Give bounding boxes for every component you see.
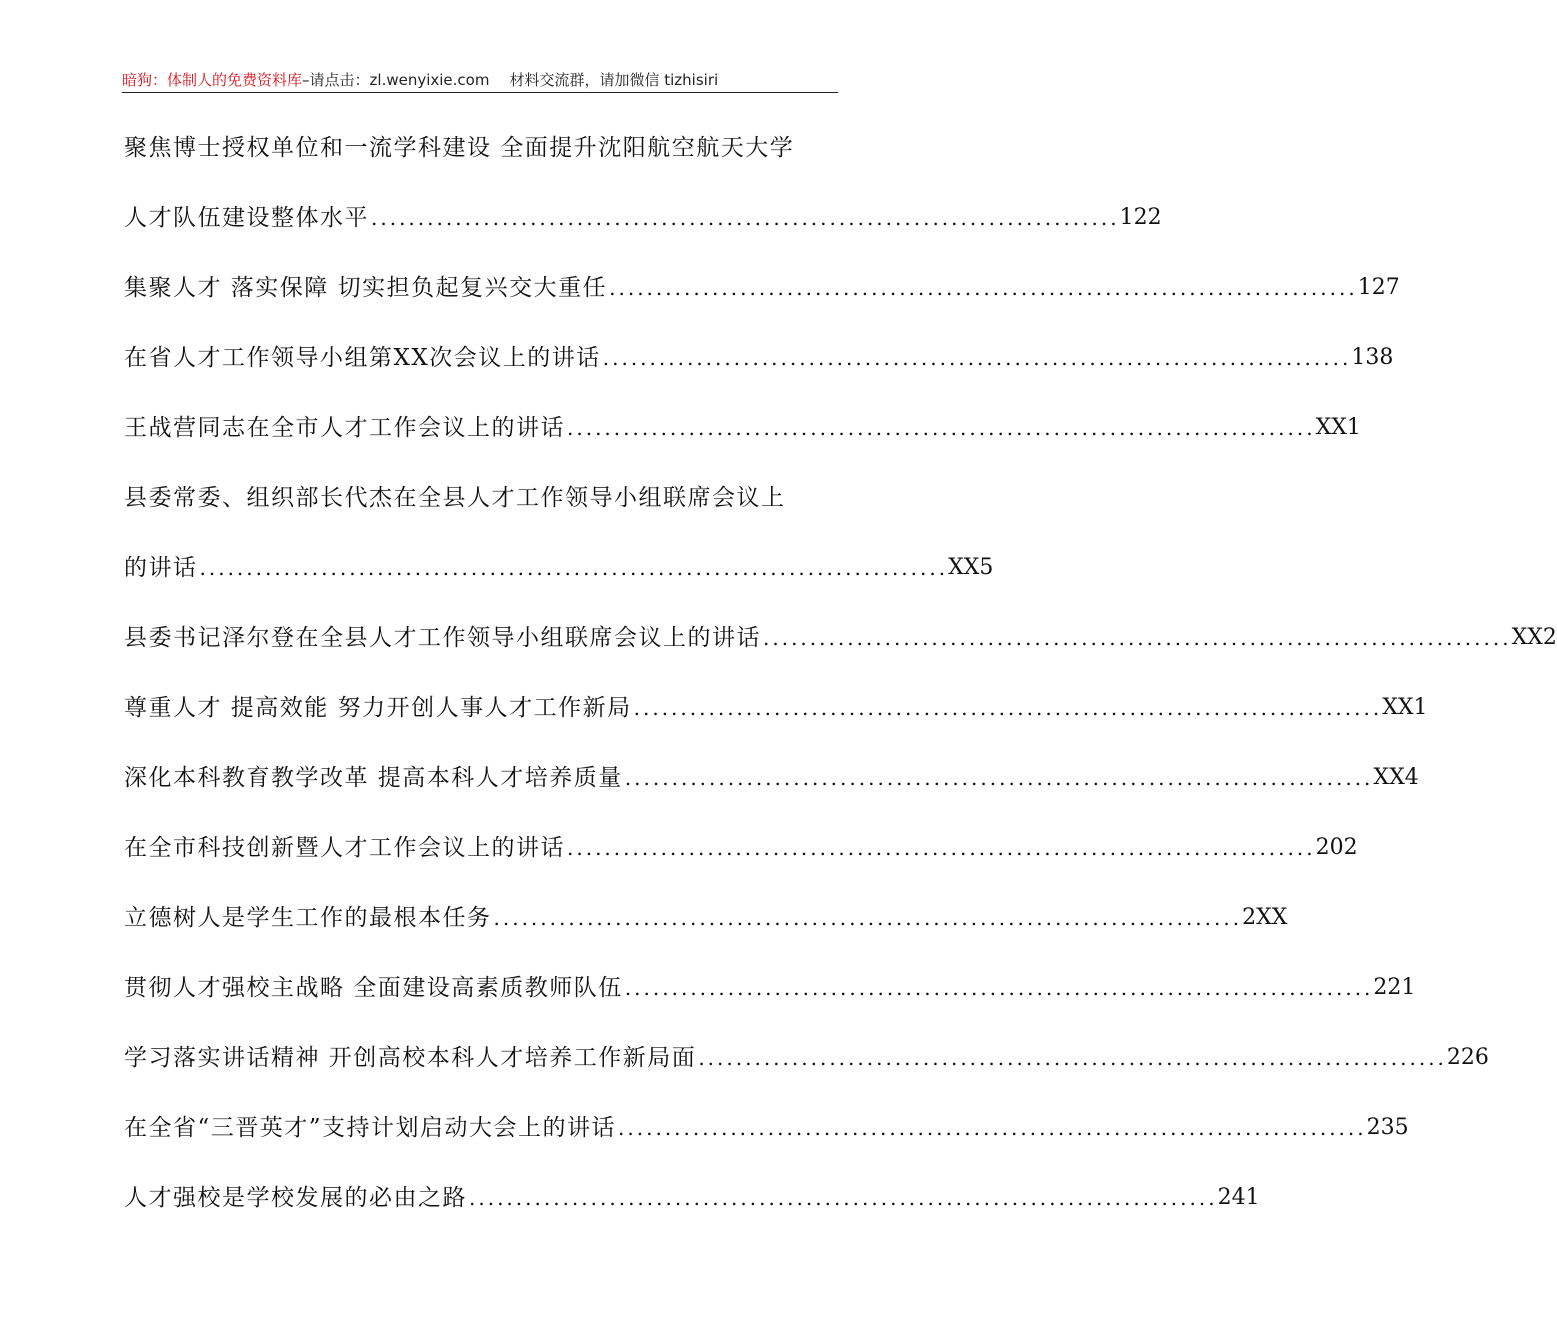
toc-leader-dots: ................................................................................ — [602, 346, 1352, 370]
toc-entry[interactable] — [124, 758, 1419, 828]
toc-entry[interactable] — [124, 828, 1358, 898]
table-of-contents — [124, 128, 1557, 1248]
toc-entry[interactable] — [124, 898, 1288, 968]
toc-entry-title: 人才队伍建设整体水平 — [124, 205, 369, 231]
toc-leader-dots: ................................................................................ — [371, 206, 1120, 230]
toc-entry-page: 122 — [1119, 205, 1162, 230]
toc-entry-title: 的讲话 — [124, 555, 198, 581]
toc-entry-title: 贯彻人才强校主战略 全面建设高素质教师队伍 — [124, 975, 623, 1001]
toc-entry[interactable] — [124, 548, 994, 618]
page-header — [122, 68, 838, 93]
toc-leader-dots: ................................................................................ — [618, 1116, 1367, 1140]
toc-entry-page: 241 — [1217, 1185, 1260, 1210]
toc-leader-dots: ................................................................................ — [763, 626, 1512, 650]
toc-entry[interactable] — [124, 1038, 1489, 1108]
toc-entry-title: 在全市科技创新暨人才工作会议上的讲话 — [124, 835, 565, 861]
toc-entry-title: 深化本科教育教学改革 提高本科人才培养质量 — [124, 765, 623, 791]
toc-leader-dots: ................................................................................ — [624, 766, 1374, 790]
toc-entry-title: 聚焦博士授权单位和一流学科建设 全面提升沈阳航空航天大学 — [124, 135, 795, 161]
toc-entry-page: 127 — [1357, 275, 1400, 300]
toc-entry-page: 221 — [1373, 975, 1416, 1000]
toc-entry-page: XX4 — [1373, 765, 1419, 790]
toc-entry[interactable] — [124, 1108, 1409, 1178]
header-brand: 暗狗：体制人的免费资料库 — [122, 71, 303, 89]
toc-leader-dots: ................................................................................ — [567, 836, 1316, 860]
toc-leader-dots: ................................................................................ — [624, 976, 1374, 1000]
toc-leader-dots: ................................................................................ — [493, 906, 1243, 930]
toc-entry-page: XX5 — [948, 555, 994, 580]
toc-entry-page: XX2 — [1511, 625, 1557, 650]
toc-entry-page: XX1 — [1382, 695, 1428, 720]
toc-entry[interactable] — [124, 968, 1416, 1038]
toc-entry[interactable] — [124, 618, 1557, 688]
toc-entry-title: 在全省“三晋英才”支持计划启动大会上的讲话 — [124, 1115, 617, 1141]
toc-entry-page: 202 — [1315, 835, 1358, 860]
toc-entry[interactable] — [124, 688, 1428, 758]
toc-entry-page: 2XX — [1242, 905, 1288, 930]
header-contact: 材料交流群，请加微信 tizhisiri — [509, 71, 719, 89]
toc-leader-dots: ................................................................................ — [469, 1186, 1218, 1210]
toc-entry-title: 人才强校是学校发展的必由之路 — [124, 1185, 467, 1211]
toc-leader-dots: ................................................................................ — [567, 416, 1316, 440]
toc-entry-title: 县委常委、组织部长代杰在全县人才工作领导小组联席会议上 — [124, 485, 786, 511]
toc-entry[interactable] — [124, 408, 1361, 478]
toc-entry[interactable] — [124, 128, 834, 198]
header-link-prefix: –请点击： — [302, 71, 370, 89]
toc-entry[interactable] — [124, 338, 1394, 408]
toc-entry-title: 县委书记泽尔登在全县人才工作领导小组联席会议上的讲话 — [124, 625, 761, 651]
toc-entry-title: 学习落实讲话精神 开创高校本科人才培养工作新局面 — [124, 1045, 697, 1071]
toc-entry[interactable] — [124, 198, 1162, 268]
toc-leader-dots: ................................................................................ — [633, 696, 1383, 720]
toc-entry-page: 138 — [1351, 345, 1394, 370]
toc-entry-title: 王战营同志在全市人才工作会议上的讲话 — [124, 415, 565, 441]
toc-entry-title: 集聚人才 落实保障 切实担负起复兴交大重任 — [124, 275, 608, 301]
toc-leader-dots: ................................................................................ — [199, 556, 949, 580]
toc-entry-page: 235 — [1366, 1115, 1409, 1140]
toc-entry[interactable] — [124, 1178, 1260, 1248]
toc-entry[interactable] — [124, 478, 834, 548]
toc-leader-dots: ................................................................................ — [609, 276, 1358, 300]
toc-entry-page: XX1 — [1315, 415, 1361, 440]
header-link[interactable]: zl.wenyixie.com — [369, 71, 490, 89]
toc-entry-page: 226 — [1446, 1045, 1489, 1070]
toc-entry-title: 在省人才工作领导小组第XX次会议上的讲话 — [124, 345, 601, 371]
toc-entry-title: 立德树人是学生工作的最根本任务 — [124, 905, 492, 931]
toc-leader-dots: ................................................................................ — [698, 1046, 1447, 1070]
toc-entry[interactable] — [124, 268, 1400, 338]
toc-entry-title: 尊重人才 提高效能 努力开创人事人才工作新局 — [124, 695, 632, 721]
